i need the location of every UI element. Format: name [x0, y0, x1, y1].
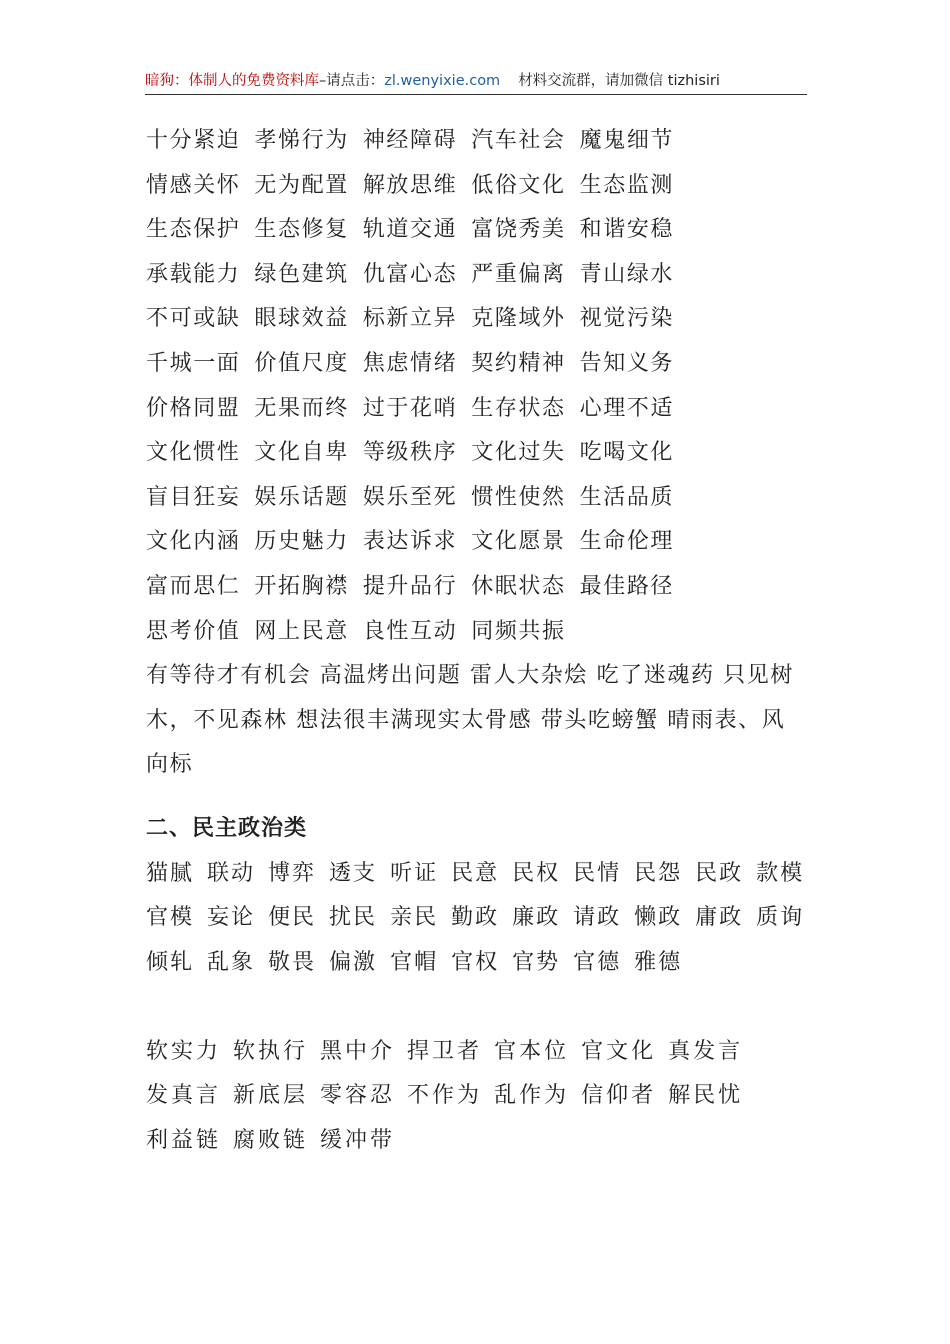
word-row [146, 387, 826, 432]
word-term: 绿色建筑 [254, 261, 349, 287]
word-term: 发真言 [146, 1083, 222, 1109]
word-term: 眼球效益 [254, 306, 349, 332]
word-term: 生活品质 [579, 484, 675, 510]
word-term: 神经障碍 [362, 128, 458, 153]
word-term: 联动 [207, 860, 256, 886]
word-term: 官模 [146, 905, 195, 931]
word-term: 偏激 [329, 949, 378, 975]
word-term: 生命伦理 [579, 529, 675, 555]
word-term: 情感关怀 [146, 172, 241, 198]
word-row [146, 610, 826, 655]
word-row [146, 431, 826, 476]
word-row [146, 896, 826, 941]
word-term: 文化惯性 [146, 440, 241, 466]
word-row [146, 941, 826, 986]
word-term: 倾轧 [146, 949, 195, 975]
word-row [146, 208, 826, 253]
word-term: 透支 [329, 860, 378, 886]
header-site-name: 暗狗：体制人的免费资料库 [145, 73, 319, 89]
word-row [146, 164, 826, 209]
word-term: 娱乐话题 [254, 484, 349, 510]
word-term: 良性互动 [362, 618, 458, 644]
word-term: 严重偏离 [471, 261, 566, 287]
word-term: 承载能力 [146, 261, 241, 287]
word-term: 仇富心态 [362, 261, 458, 287]
word-term: 开拓胸襟 [254, 573, 349, 599]
word-term: 民情 [573, 860, 622, 886]
word-term: 汽车社会 [471, 128, 566, 153]
word-term: 真发言 [668, 1038, 744, 1064]
word-term: 妄论 [207, 905, 256, 931]
word-term: 民意 [451, 860, 500, 886]
word-row [146, 1074, 826, 1119]
word-term: 懒政 [634, 905, 683, 931]
word-term: 魔鬼细节 [579, 128, 675, 153]
section2-three-char-grid [146, 1030, 826, 1164]
word-term: 表达诉求 [362, 529, 458, 555]
word-term: 文化内涵 [146, 529, 241, 555]
word-term: 黑中介 [320, 1038, 396, 1064]
word-term: 文化愿景 [471, 529, 566, 555]
word-term: 利益链 [146, 1128, 222, 1154]
word-term: 等级秩序 [362, 440, 458, 466]
word-term: 官帽 [390, 949, 439, 975]
word-term: 勤政 [451, 905, 500, 931]
word-term: 官本位 [494, 1038, 570, 1064]
word-row [146, 1119, 826, 1164]
word-term: 软执行 [233, 1038, 309, 1064]
word-term: 不可或缺 [146, 306, 241, 332]
header-click-prompt: –请点击： [319, 73, 385, 89]
word-term: 软实力 [146, 1038, 222, 1064]
section1-phrases: 有等待才有机会 高温烤出问题 雷人大杂烩 吃了迷魂药 只见树木，不见森林 想法很丰满现实太骨感 带头吃螃蟹 晴雨表、风向标 [146, 663, 794, 778]
word-term: 生态监测 [579, 172, 675, 198]
word-term: 民政 [695, 860, 744, 886]
word-term: 民怨 [634, 860, 683, 886]
header-url-link[interactable]: zl.wenyixie.com [384, 73, 501, 89]
word-term: 庸政 [695, 905, 744, 931]
word-term: 契约精神 [471, 350, 566, 376]
document-body [146, 119, 826, 1164]
word-term: 不作为 [407, 1083, 483, 1109]
word-term: 思考价值 [146, 618, 241, 644]
word-term: 轨道交通 [362, 217, 458, 243]
word-term: 最佳路径 [579, 573, 675, 599]
word-term: 听证 [390, 860, 439, 886]
word-row [146, 852, 826, 897]
word-term: 千城一面 [146, 350, 241, 376]
word-term: 价值尺度 [254, 350, 349, 376]
word-term: 乱象 [207, 949, 256, 975]
word-term: 腐败链 [233, 1128, 309, 1154]
word-term: 富而思仁 [146, 573, 241, 599]
word-term: 新底层 [233, 1083, 309, 1109]
word-term: 官德 [573, 949, 622, 975]
word-row [146, 297, 826, 342]
word-term: 生存状态 [471, 395, 566, 421]
header-contact: 材料交流群，请加微信 tizhisiri [518, 73, 720, 89]
word-term: 休眠状态 [471, 573, 566, 599]
word-term: 惯性使然 [471, 484, 566, 510]
word-term: 告知义务 [579, 350, 675, 376]
word-row [146, 520, 826, 565]
word-term: 网上民意 [254, 618, 349, 644]
word-term: 官势 [512, 949, 561, 975]
word-term: 提升品行 [362, 573, 458, 599]
word-term: 过于花哨 [362, 395, 458, 421]
word-term: 款模 [756, 860, 805, 886]
section1-word-grid [146, 119, 826, 654]
word-term: 质询 [756, 905, 805, 931]
word-term: 生态修复 [254, 217, 349, 243]
word-term: 低俗文化 [471, 172, 566, 198]
word-term: 民权 [512, 860, 561, 886]
word-term: 猫腻 [146, 860, 195, 886]
word-term: 富饶秀美 [471, 217, 566, 243]
word-term: 敬畏 [268, 949, 317, 975]
word-term: 心理不适 [579, 395, 675, 421]
word-term: 历史魅力 [254, 529, 349, 555]
word-term: 乱作为 [494, 1083, 570, 1109]
word-term: 捍卫者 [407, 1038, 483, 1064]
word-row [146, 119, 826, 164]
word-row [146, 476, 826, 521]
word-term: 无果而终 [254, 395, 349, 421]
word-row [146, 1030, 826, 1075]
word-term: 解民忧 [668, 1083, 744, 1109]
word-term: 标新立异 [362, 306, 458, 332]
word-term: 生态保护 [146, 217, 241, 243]
section2-two-char-grid [146, 852, 826, 986]
section2-title: 二、民主政治类 [146, 815, 308, 841]
word-row [146, 342, 826, 387]
page-header [145, 68, 807, 95]
word-term: 视觉污染 [579, 306, 675, 332]
blank-line [146, 985, 826, 1030]
word-term: 吃喝文化 [579, 440, 675, 466]
word-term: 扰民 [329, 905, 378, 931]
word-term: 孝悌行为 [254, 128, 349, 153]
word-term: 青山绿水 [579, 261, 675, 287]
word-term: 零容忍 [320, 1083, 396, 1109]
word-term: 解放思维 [362, 172, 458, 198]
word-term: 博弈 [268, 860, 317, 886]
word-term: 亲民 [390, 905, 439, 931]
word-term: 廉政 [512, 905, 561, 931]
word-term: 请政 [573, 905, 622, 931]
word-term: 和谐安稳 [579, 217, 675, 243]
word-term: 十分紧迫 [146, 128, 241, 153]
word-row [146, 253, 826, 298]
word-term: 娱乐至死 [362, 484, 458, 510]
word-term: 官文化 [581, 1038, 657, 1064]
word-term: 文化自卑 [254, 440, 349, 466]
word-term: 焦虑情绪 [362, 350, 458, 376]
word-term: 信仰者 [581, 1083, 657, 1109]
word-term: 雅德 [634, 949, 683, 975]
word-term: 同频共振 [471, 618, 566, 644]
word-row [146, 565, 826, 610]
word-term: 便民 [268, 905, 317, 931]
word-term: 缓冲带 [320, 1128, 396, 1154]
word-term: 克隆域外 [471, 306, 566, 332]
word-term: 价格同盟 [146, 395, 241, 421]
word-term: 文化过失 [471, 440, 566, 466]
word-term: 无为配置 [254, 172, 349, 198]
word-term: 官权 [451, 949, 500, 975]
word-term: 盲目狂妄 [146, 484, 241, 510]
